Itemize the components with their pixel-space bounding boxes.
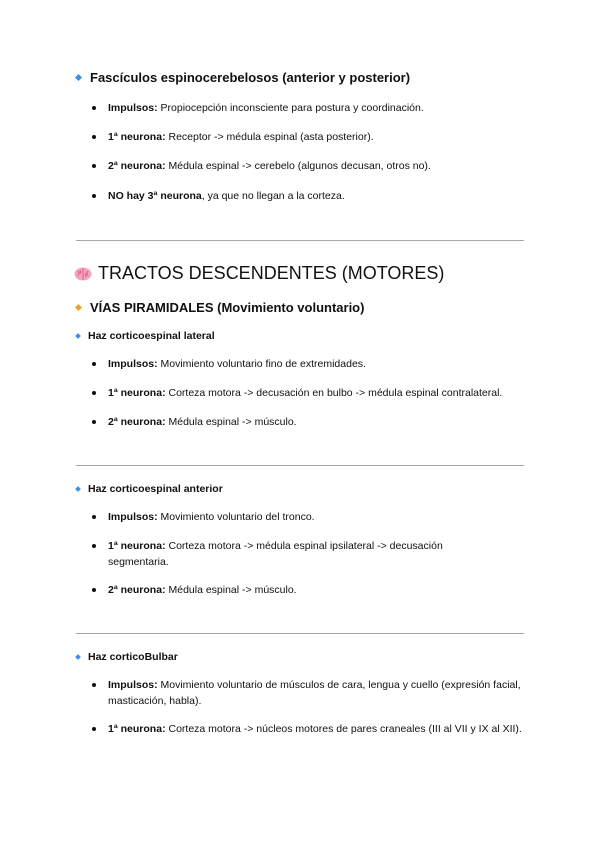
diamond-bullet-icon bbox=[75, 333, 81, 339]
bullet-dot-icon bbox=[92, 362, 96, 366]
tract-heading-anterior bbox=[76, 483, 223, 495]
bullet-dot-icon bbox=[92, 515, 96, 519]
item-text: Movimiento voluntario fino de extremidades. bbox=[157, 358, 366, 370]
divider bbox=[76, 633, 524, 634]
item-text: , ya que no llegan a la corteza. bbox=[201, 190, 345, 202]
diamond-bullet-icon bbox=[75, 486, 81, 492]
item-label: Impulsos: bbox=[108, 102, 158, 114]
list-item bbox=[108, 582, 528, 598]
heading-text: Fascículos espinocerebelosos (anterior y posterior) bbox=[90, 70, 411, 85]
tract-heading-bulbar bbox=[76, 651, 178, 663]
diamond-bullet-icon bbox=[75, 74, 82, 81]
divider bbox=[76, 465, 524, 466]
list-item bbox=[108, 129, 528, 145]
item-label: NO hay 3ª neurona bbox=[108, 190, 202, 202]
brain-icon bbox=[74, 267, 92, 281]
list-item bbox=[108, 158, 528, 174]
item-label: Impulsos: bbox=[108, 358, 158, 370]
list-item bbox=[108, 414, 528, 430]
list-item bbox=[108, 509, 528, 525]
bullet-dot-icon bbox=[92, 164, 96, 168]
item-text: Médula espinal -> músculo. bbox=[165, 416, 297, 428]
divider bbox=[76, 240, 524, 241]
heading-text: Haz corticoBulbar bbox=[88, 651, 178, 663]
bullet-dot-icon bbox=[92, 194, 96, 198]
subsection-heading-piramidales bbox=[76, 300, 364, 315]
list-item bbox=[108, 538, 478, 570]
title-text: TRACTOS DESCENDENTES (MOTORES) bbox=[98, 263, 445, 283]
item-label: 2ª neurona: bbox=[108, 160, 166, 172]
bullet-dot-icon bbox=[92, 420, 96, 424]
heading-text: VÍAS PIRAMIDALES (Movimiento voluntario) bbox=[90, 300, 365, 315]
list-item bbox=[108, 188, 528, 204]
bullet-dot-icon bbox=[92, 106, 96, 110]
diamond-bullet-icon bbox=[75, 304, 82, 311]
heading-text: Haz corticoespinal anterior bbox=[88, 483, 223, 495]
list-item bbox=[108, 677, 528, 709]
item-label: 2ª neurona: bbox=[108, 584, 166, 596]
item-text: Movimiento voluntario del tronco. bbox=[157, 511, 315, 523]
item-label: 1ª neurona: bbox=[108, 131, 166, 143]
bullet-dot-icon bbox=[92, 544, 96, 548]
list-item bbox=[108, 721, 528, 737]
item-label: 1ª neurona: bbox=[108, 387, 166, 399]
bullet-dot-icon bbox=[92, 683, 96, 687]
list-item bbox=[108, 356, 528, 372]
item-text: Movimiento voluntario de músculos de cara, lengua y cuello (expresión facial, masticación, habla). bbox=[108, 679, 521, 707]
item-text: Corteza motora -> núcleos motores de pares craneales (III al VII y IX al XII). bbox=[165, 723, 522, 735]
item-text: Receptor -> médula espinal (asta posterior). bbox=[165, 131, 374, 143]
item-label: 1ª neurona: bbox=[108, 723, 166, 735]
tract-heading-lateral bbox=[76, 330, 215, 342]
item-label: 2ª neurona: bbox=[108, 416, 166, 428]
item-label: Impulsos: bbox=[108, 511, 158, 523]
page-title bbox=[74, 263, 444, 284]
item-text: Corteza motora -> médula espinal ipsilateral -> decusación segmentaria. bbox=[108, 540, 443, 568]
item-text: Corteza motora -> decusación en bulbo -> médula espinal contralateral. bbox=[165, 387, 503, 399]
item-text: Médula espinal -> músculo. bbox=[165, 584, 297, 596]
bullet-dot-icon bbox=[92, 135, 96, 139]
item-label: Impulsos: bbox=[108, 679, 158, 691]
item-text: Médula espinal -> cerebelo (algunos decusan, otros no). bbox=[165, 160, 431, 172]
item-text: Propiocepción inconsciente para postura y coordinación. bbox=[157, 102, 424, 114]
section-heading-espinocerebelosos bbox=[76, 70, 410, 85]
bullet-dot-icon bbox=[92, 588, 96, 592]
bullet-dot-icon bbox=[92, 727, 96, 731]
list-item bbox=[108, 100, 528, 116]
list-item bbox=[108, 385, 528, 401]
item-label: 1ª neurona: bbox=[108, 540, 166, 552]
bullet-dot-icon bbox=[92, 391, 96, 395]
heading-text: Haz corticoespinal lateral bbox=[88, 330, 215, 342]
diamond-bullet-icon bbox=[75, 654, 81, 660]
